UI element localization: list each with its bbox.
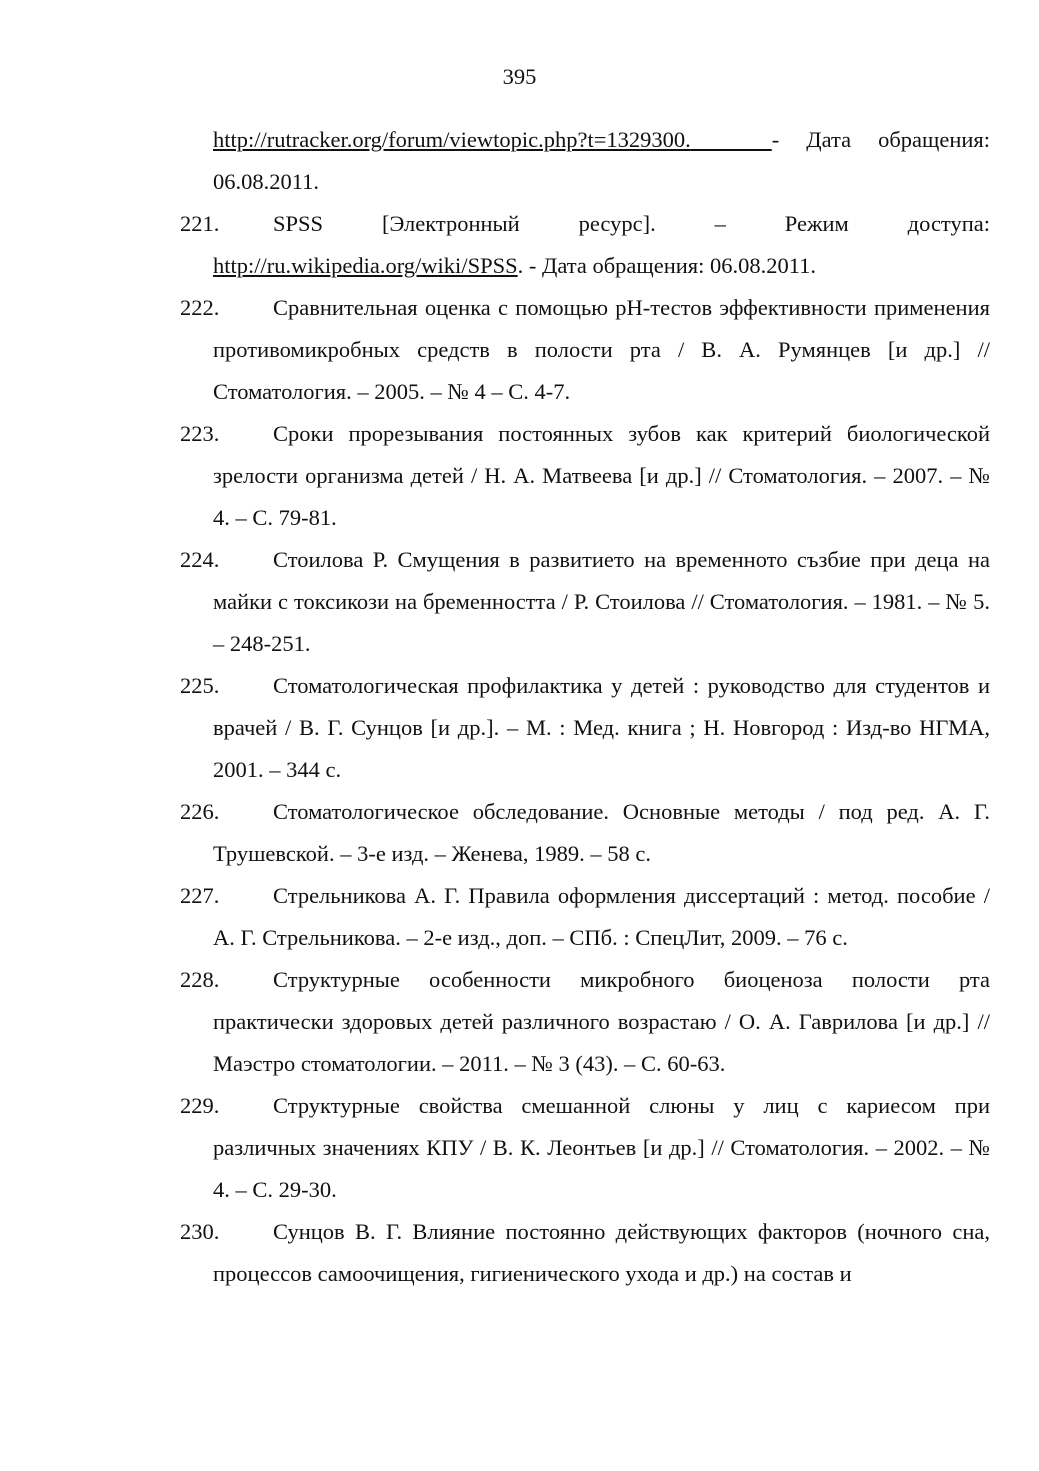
reference-list (180, 119, 990, 1295)
reference-link[interactable]: http://rutracker.org/forum/viewtopic.php?t=1329300. (213, 127, 691, 152)
reference-text: SPSS [Электронный ресурс]. – Режим доступа: (273, 211, 990, 236)
reference-number: 222. (180, 295, 220, 320)
page-number: 395 (502, 64, 537, 89)
reference-item-228 (180, 959, 990, 1085)
reference-text: Сроки прорезывания постоянных зубов как критерий биологической зрелости организма детей / Н. А. Матвеева [и др.] // Стоматология. – 2007. – № 4. – С. 79-81. (213, 421, 990, 530)
link-underline-spacer (691, 127, 772, 152)
reference-text: Структурные свойства смешанной слюны у лиц с кариесом при различных значениях КПУ / В. К. Леонтьев [и др.] // Стоматология. – 2002. – № 4. – С. 29-30. (213, 1093, 990, 1202)
reference-number: 228. (180, 967, 220, 992)
reference-item-223 (180, 413, 990, 539)
reference-number: 223. (180, 421, 220, 446)
reference-text: Стрельникова А. Г. Правила оформления диссертаций : метод. пособие / А. Г. Стрельникова. – 2-е изд., доп. – СПб. : СпецЛит, 2009. – 76 с. (213, 883, 990, 950)
reference-number: 226. (180, 799, 220, 824)
reference-item-229 (180, 1085, 990, 1211)
reference-text: Стоилова Р. Смущения в развитието на временното съзбие при деца на майки с токсикози на бременността / Р. Стоилова // Стоматология. – 1981. – № 5. – 248-251. (213, 547, 990, 656)
reference-item-222 (180, 287, 990, 413)
reference-item-221 (180, 203, 990, 287)
reference-number: 227. (180, 883, 220, 908)
reference-number: 221. (180, 211, 220, 236)
reference-item-230 (180, 1211, 990, 1295)
reference-number: 229. (180, 1093, 220, 1118)
reference-item-227 (180, 875, 990, 959)
reference-item-225 (180, 665, 990, 791)
reference-item-226 (180, 791, 990, 875)
reference-link[interactable]: http://ru.wikipedia.org/wiki/SPSS (213, 253, 518, 278)
reference-text: . - Дата обращения: 06.08.2011. (517, 253, 817, 278)
reference-text: Сунцов В. Г. Влияние постоянно действующих факторов (ночного сна, процессов самоочищения, гигиенического ухода и др.) на состав и (213, 1219, 990, 1286)
reference-text: Сравнительная оценка с помощью рН-тестов эффективности применения противомикробных средств в полости рта / В. А. Румянцев [и др.] // Стоматология. – 2005. – № 4 – С. 4-7. (213, 295, 990, 404)
reference-number: 225. (180, 673, 220, 698)
reference-item-224 (180, 539, 990, 665)
reference-text: Структурные особенности микробного биоценоза полости рта практически здоровых детей различного возрастаю / О. А. Гаврилова [и др.] // Маэстро стоматологии. – 2011. – № 3 (43). – С. 60-63. (213, 967, 990, 1076)
reference-text: Стоматологическое обследование. Основные методы / под ред. А. Г. Трушевской. – 3-е изд. – Женева, 1989. – 58 с. (213, 799, 990, 866)
reference-number: 224. (180, 547, 220, 572)
reference-number: 230. (180, 1219, 220, 1244)
reference-continuation (213, 119, 990, 203)
reference-text: - Дата обращения: 06.08.2011. (213, 127, 990, 194)
reference-text: Стоматологическая профилактика у детей : руководство для студентов и врачей / В. Г. Сунцов [и др.]. – М. : Мед. книга ; Н. Новгород : Изд-во НГМА, 2001. – 344 с. (213, 673, 990, 782)
